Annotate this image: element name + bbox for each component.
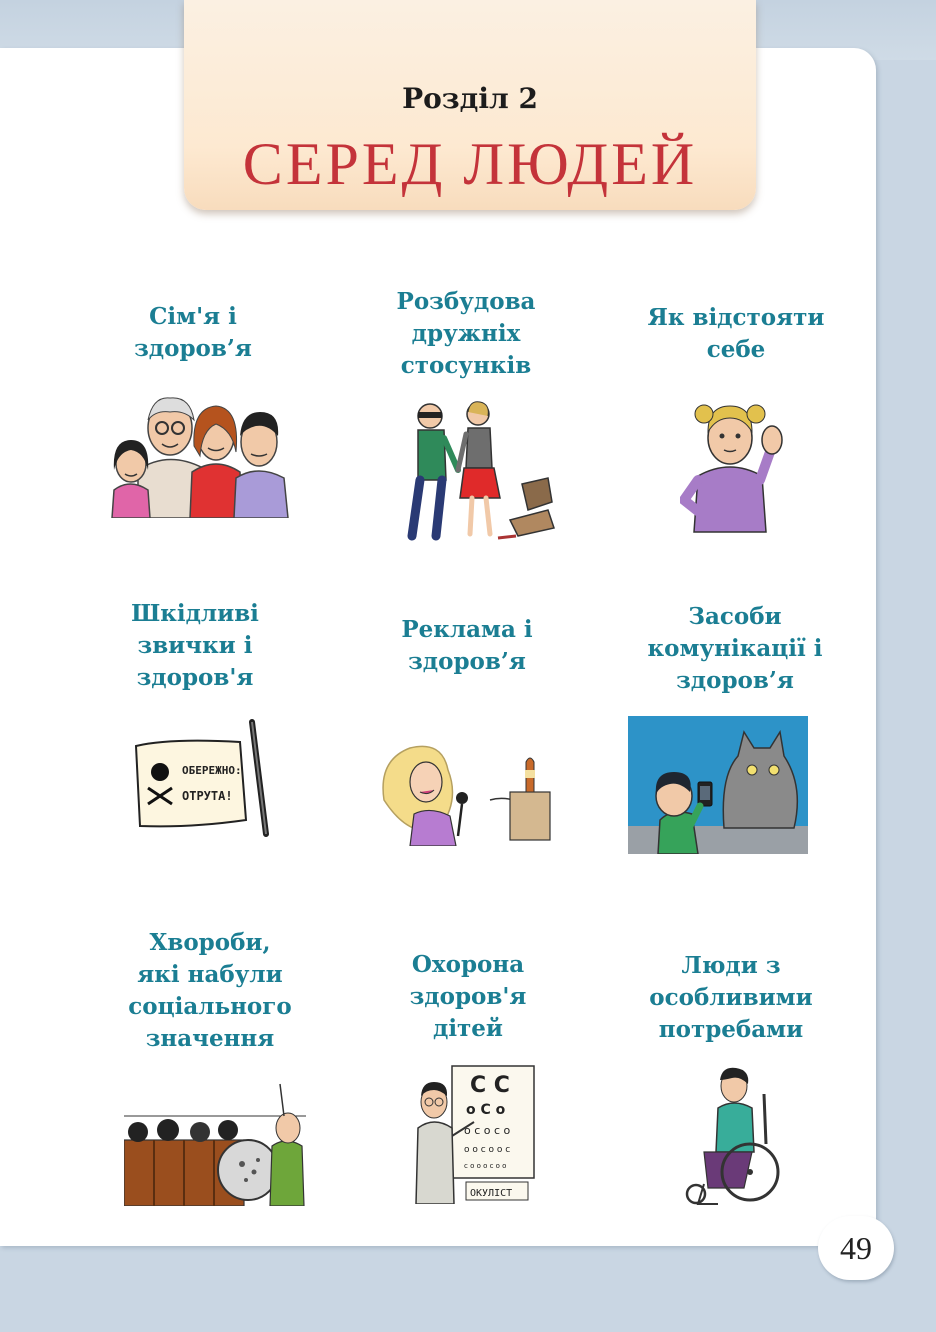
walking-couple-icon [398,398,570,544]
topic-label: Розбудова дружніх стосунків [396,288,536,379]
topic-label: Хвороби, які набули соціального значення [128,929,292,1052]
topic-label: Охорона здоров'я дітей [409,951,527,1042]
topic-advertising [357,614,577,678]
section-label: Розділ 2 [402,82,538,115]
page-number: 49 [818,1216,894,1280]
poster-text-line1: ОБЕРЕЖНО: [182,764,242,777]
topic-label: Реклама і здоров’я [401,616,533,675]
topic-self-defense [626,302,846,366]
topic-label: Засоби комунікації і здоров’я [647,603,823,694]
svg-text:o c o c o: o c o c o [464,1124,511,1137]
topic-label: Шкідливі звички і здоров'я [131,600,259,691]
clinic-sign-text: ОКУЛІСТ [470,1188,513,1199]
svg-text:C C: C C [470,1073,510,1098]
topic-child-health [358,949,578,1045]
family-portrait-icon [108,390,308,518]
svg-text:o C o: o C o [466,1102,506,1118]
eye-doctor-chart-icon [412,1064,538,1204]
topic-communication [605,601,865,697]
child-photographing-cat-icon [628,716,808,854]
wheelchair-user-icon [678,1064,788,1210]
lecture-audience-icon [124,1076,306,1206]
topic-social-diseases [100,927,320,1055]
topic-friendship [356,286,576,382]
section-title: СЕРЕД ЛЮДЕЙ [242,131,698,197]
poison-warning-sign-icon [130,716,280,840]
topic-bad-habits [85,598,305,694]
poster-text-line2: ОТРУТА! [182,789,233,803]
topic-label: Люди з особливими потребами [649,952,813,1043]
topic-label: Як відстояти себе [647,304,825,363]
advertising-presenter-icon [380,740,558,846]
svg-text:o o c o o c: o o c o o c [464,1145,511,1155]
topic-label: Сім'я і здоров’я [134,303,252,362]
svg-text:c o o o c o o: c o o o c o o [464,1162,507,1170]
girl-stop-gesture-icon [680,392,792,534]
topic-special-needs [621,950,841,1046]
topic-family-health [83,301,303,365]
chapter-header-tab [184,0,756,210]
